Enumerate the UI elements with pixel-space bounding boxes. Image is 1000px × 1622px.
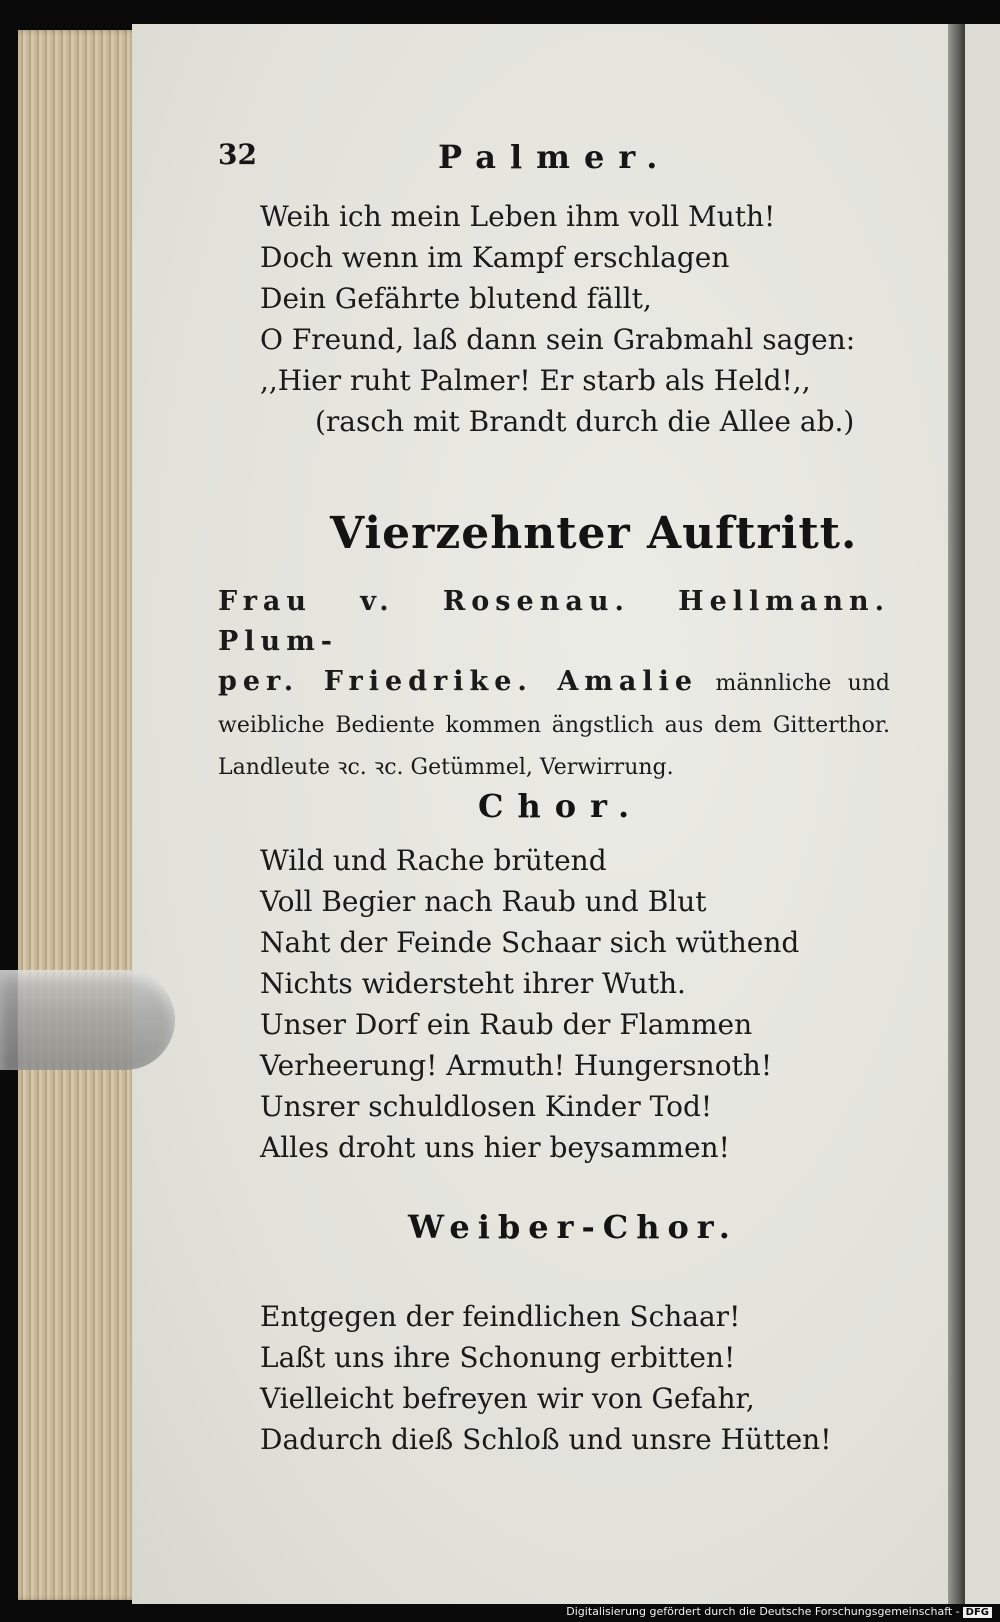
verse-line: Entgegen der feindlichen Schaar!	[260, 1300, 741, 1333]
verse-line: Unsrer schuldlosen Kinder Tod!	[260, 1090, 713, 1123]
verse-line: Verheerung! Armuth! Hungersnoth!	[260, 1049, 773, 1082]
verse-line: Alles droht uns hier beysammen!	[260, 1131, 730, 1164]
chor-verse	[260, 840, 799, 1168]
scene-title: Vierzehnter Auftritt.	[330, 508, 858, 559]
verse-line: Naht der Feinde Schaar sich wüthend	[260, 926, 800, 959]
dfg-logo: DFG	[963, 1607, 992, 1618]
verse-line: Vielleicht befreyen wir von Gefahr,	[260, 1382, 755, 1415]
next-page-sliver	[965, 24, 1000, 1604]
cast-list	[218, 582, 890, 788]
verse-line: Weih ich mein Leben ihm voll Muth!	[260, 200, 776, 233]
stage-direction: (rasch mit Brandt durch die Allee ab.)	[315, 405, 855, 438]
weiber-chor-title: Weiber-Chor.	[408, 1208, 738, 1246]
verse-line: Voll Begier nach Raub und Blut	[260, 885, 707, 918]
verse-line: Nichts widersteht ihrer Wuth.	[260, 967, 686, 1000]
page-number: 32	[218, 138, 257, 171]
scanner-thumb-shadow	[0, 970, 175, 1070]
verse-line: Laßt uns ihre Schonung erbitten!	[260, 1341, 736, 1374]
digitization-credit	[566, 1605, 992, 1618]
cast-description: männliche und weibliche Bediente kommen ängstlich aus dem Gitterthor. Landleute ꝛc. ꝛc. Getümmel, Verwirrung.	[218, 671, 891, 780]
credit-text: Digitalisierung gefördert durch die Deutsche Forschungsgemeinschaft -	[566, 1605, 960, 1618]
page-header	[218, 138, 918, 178]
verse-line: Doch wenn im Kampf erschlagen	[260, 241, 730, 274]
verse-line: O Freund, laß dann sein Grabmahl sagen:	[260, 323, 856, 356]
cast-names-line2: per. Friedrike. Amalie	[218, 666, 699, 697]
verse-line: Wild und Rache brütend	[260, 844, 607, 877]
cast-names-line1: Frau v. Rosenau. Hellmann. Plum-	[218, 586, 890, 657]
chor-title: Chor.	[478, 787, 644, 825]
verse-line: Unser Dorf ein Raub der Flammen	[260, 1008, 753, 1041]
verse-line: Dadurch dieß Schloß und unsre Hütten!	[260, 1423, 832, 1456]
weiber-verse	[260, 1296, 831, 1460]
verse-top	[260, 196, 855, 442]
verse-line: ,,Hier ruht Palmer! Er starb als Held!,,	[260, 364, 811, 397]
verse-line: Dein Gefährte blutend fällt,	[260, 282, 652, 315]
book-page-edges	[18, 30, 138, 1600]
running-title: Palmer.	[438, 138, 672, 176]
